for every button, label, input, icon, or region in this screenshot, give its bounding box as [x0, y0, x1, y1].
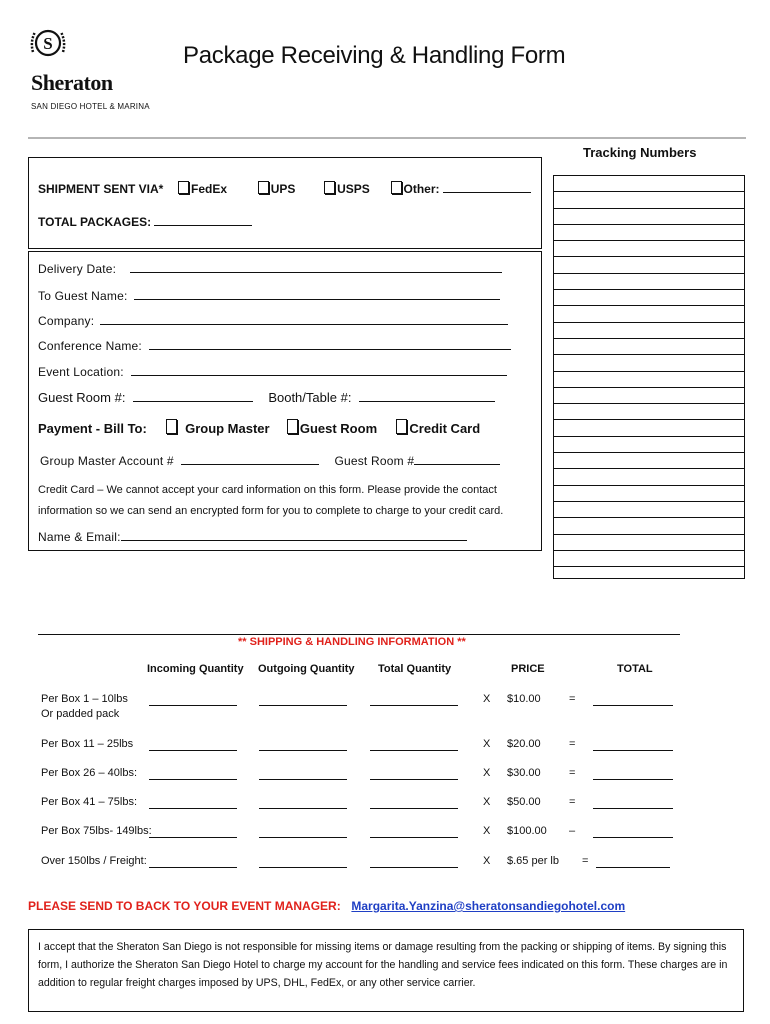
sheraton-seal-icon — [28, 24, 68, 62]
tracking-table[interactable] — [553, 175, 745, 579]
tracking-number-cell[interactable] — [554, 469, 744, 485]
guest-room-label: Guest Room #: — [38, 390, 126, 405]
tracking-number-cell[interactable] — [554, 404, 744, 420]
tracking-number-cell[interactable] — [554, 453, 744, 469]
send-row — [28, 899, 625, 913]
header-total-qty: Total Quantity — [378, 663, 452, 675]
shipping-divider — [38, 634, 680, 635]
header-total: TOTAL — [617, 663, 653, 675]
equals-sign: = — [569, 767, 576, 779]
tracking-number-cell[interactable] — [554, 502, 744, 518]
weight-label: Per Box 11 – 25lbs — [41, 738, 134, 750]
weight-label: Per Box 1 – 10lbs — [41, 693, 128, 705]
outgoing-qty-field[interactable] — [259, 825, 347, 838]
equals-sign: = — [582, 855, 589, 867]
group-master-account-field[interactable] — [181, 451, 319, 465]
event-location-field[interactable] — [131, 362, 507, 376]
room-booth-row — [38, 388, 495, 405]
multiply-sign: X — [483, 825, 491, 837]
incoming-qty-field[interactable] — [149, 825, 237, 838]
usps-label: USPS — [337, 182, 370, 196]
delivery-date-field[interactable] — [130, 259, 502, 273]
tracking-number-cell[interactable] — [554, 437, 744, 453]
logo-subtitle: SAN DIEGO HOTEL & MARINA — [31, 102, 150, 111]
total-qty-field[interactable] — [370, 796, 458, 809]
credit-card-label: Credit Card — [409, 421, 481, 436]
incoming-qty-field[interactable] — [149, 738, 237, 751]
multiply-sign: X — [483, 767, 491, 779]
booth-table-label: Booth/Table #: — [268, 390, 352, 405]
tracking-title: Tracking Numbers — [583, 145, 697, 160]
shipment-label: SHIPMENT SENT VIA* — [38, 182, 164, 196]
total-qty-field[interactable] — [370, 825, 458, 838]
usps-checkbox[interactable] — [324, 181, 335, 194]
unit-price: $100.00 — [507, 825, 547, 837]
incoming-qty-field[interactable] — [149, 767, 237, 780]
guest-name-row — [38, 286, 500, 303]
shipping-row — [41, 693, 741, 723]
group-master-account-row — [40, 451, 500, 468]
payment-row — [38, 419, 480, 436]
weight-label: Per Box 75lbs- 149lbs: — [41, 825, 152, 837]
guest-room-field[interactable] — [133, 388, 253, 402]
unit-price: $50.00 — [507, 796, 541, 808]
multiply-sign: X — [483, 796, 491, 808]
unit-price: $30.00 — [507, 767, 541, 779]
conference-field[interactable] — [149, 336, 511, 350]
weight-label: Per Box 26 – 40lbs: — [41, 767, 138, 779]
tracking-number-cell[interactable] — [554, 355, 744, 371]
cc-note-1: Credit Card – We cannot accept your card information on this form. Please provide the contact — [38, 484, 497, 496]
tracking-number-cell[interactable] — [554, 372, 744, 388]
equals-sign: – — [569, 825, 576, 837]
tracking-number-cell[interactable] — [554, 535, 744, 551]
logo-wordmark: Sheraton — [31, 70, 113, 95]
shipping-row — [41, 855, 741, 885]
conference-row — [38, 336, 511, 353]
header-incoming: Incoming Quantity — [147, 663, 244, 675]
unit-price: $20.00 — [507, 738, 541, 750]
row-total-field[interactable] — [593, 767, 673, 780]
total-qty-field[interactable] — [370, 738, 458, 751]
guest-room-checkbox[interactable] — [287, 419, 298, 434]
equals-sign: = — [569, 796, 576, 808]
header-divider — [28, 137, 746, 139]
tracking-number-cell[interactable] — [554, 241, 744, 257]
company-row — [38, 311, 508, 328]
company-field[interactable] — [100, 311, 508, 325]
guest-room-no-field[interactable] — [414, 451, 500, 465]
cc-note-2: information so we can send an encrypted form for you to complete to charge to your credit card. — [38, 505, 504, 517]
total-qty-field[interactable] — [370, 693, 458, 706]
delivery-date-label: Delivery Date: — [38, 262, 117, 276]
fedex-checkbox[interactable] — [178, 181, 189, 194]
tracking-number-cell[interactable] — [554, 290, 744, 306]
row-total-field[interactable] — [593, 693, 673, 706]
company-label: Company: — [38, 314, 95, 328]
outgoing-qty-field[interactable] — [259, 767, 347, 780]
total-packages-label: TOTAL PACKAGES: — [38, 215, 152, 229]
event-location-row — [38, 362, 507, 379]
outgoing-qty-field[interactable] — [259, 796, 347, 809]
weight-label: Over 150lbs / Freight: — [41, 855, 147, 867]
other-label: Other: — [403, 182, 440, 196]
header-outgoing: Outgoing Quantity — [258, 663, 355, 675]
tracking-number-cell[interactable] — [554, 225, 744, 241]
booth-table-field[interactable] — [359, 388, 495, 402]
shipping-row — [41, 767, 741, 797]
page-title: Package Receiving & Handling Form — [183, 42, 566, 69]
ups-label: UPS — [270, 182, 296, 196]
credit-card-checkbox[interactable] — [396, 419, 407, 434]
total-packages-row — [38, 212, 252, 229]
tracking-number-cell[interactable] — [554, 551, 744, 567]
tracking-number-cell[interactable] — [554, 420, 744, 436]
group-master-checkbox[interactable] — [166, 419, 177, 434]
incoming-qty-field[interactable] — [149, 796, 237, 809]
tracking-number-cell[interactable] — [554, 567, 744, 583]
shipping-title: ** SHIPPING & HANDLING INFORMATION ** — [238, 636, 466, 648]
shipment-row — [38, 179, 531, 196]
row-total-field[interactable] — [596, 855, 670, 868]
row-total-field[interactable] — [593, 796, 673, 809]
group-master-label: Group Master — [185, 421, 270, 436]
equals-sign: = — [569, 693, 576, 705]
tracking-number-cell[interactable] — [554, 518, 744, 534]
total-qty-field[interactable] — [370, 855, 458, 868]
unit-price: $.65 per lb — [507, 855, 559, 867]
event-manager-email-link[interactable]: Margarita.Yanzina@sheratonsandiegohotel.com — [351, 899, 626, 913]
name-email-field[interactable] — [121, 527, 467, 541]
tracking-number-cell[interactable] — [554, 192, 744, 208]
shipping-headers — [0, 663, 770, 679]
tracking-number-cell[interactable] — [554, 339, 744, 355]
name-email-row — [38, 527, 467, 544]
shipping-row — [41, 796, 741, 826]
disclaimer-box — [28, 929, 744, 1012]
guest-room-no-label: Guest Room # — [334, 454, 415, 468]
weight-label-secondary: Or padded pack — [41, 708, 120, 720]
unit-price: $10.00 — [507, 693, 541, 705]
row-total-field[interactable] — [593, 738, 673, 751]
multiply-sign: X — [483, 693, 491, 705]
delivery-date-row — [38, 259, 502, 276]
other-checkbox[interactable] — [391, 181, 402, 194]
sheraton-logo — [28, 24, 158, 116]
conference-label: Conference Name: — [38, 339, 142, 353]
multiply-sign: X — [483, 855, 491, 867]
tracking-number-cell[interactable] — [554, 176, 744, 192]
weight-label: Per Box 41 – 75lbs: — [41, 796, 138, 808]
incoming-qty-field[interactable] — [149, 855, 237, 868]
outgoing-qty-field[interactable] — [259, 855, 347, 868]
ups-checkbox[interactable] — [258, 181, 269, 194]
guest-name-label: To Guest Name: — [38, 289, 128, 303]
tracking-number-cell[interactable] — [554, 323, 744, 339]
guest-room-option-label: Guest Room — [299, 421, 378, 436]
group-master-account-label: Group Master Account # — [40, 454, 174, 468]
outgoing-qty-field[interactable] — [259, 738, 347, 751]
event-location-label: Event Location: — [38, 365, 124, 379]
svg-text:S: S — [43, 34, 53, 53]
shipping-row — [41, 738, 741, 768]
tracking-number-cell[interactable] — [554, 209, 744, 225]
tracking-number-cell[interactable] — [554, 306, 744, 322]
equals-sign: = — [569, 738, 576, 750]
row-total-field[interactable] — [593, 825, 673, 838]
shipment-box — [28, 157, 542, 249]
tracking-number-cell[interactable] — [554, 486, 744, 502]
tracking-number-cell[interactable] — [554, 257, 744, 273]
payment-label: Payment - Bill To: — [38, 421, 147, 436]
other-field[interactable] — [443, 179, 531, 193]
total-qty-field[interactable] — [370, 767, 458, 780]
tracking-number-cell[interactable] — [554, 274, 744, 290]
outgoing-qty-field[interactable] — [259, 693, 347, 706]
multiply-sign: X — [483, 738, 491, 750]
total-packages-field[interactable] — [154, 212, 252, 226]
incoming-qty-field[interactable] — [149, 693, 237, 706]
tracking-number-cell[interactable] — [554, 388, 744, 404]
fedex-label: FedEx — [191, 182, 228, 196]
header-price: PRICE — [511, 663, 545, 675]
send-label: PLEASE SEND TO BACK TO YOUR EVENT MANAGER: — [28, 899, 341, 913]
name-email-label: Name & Email: — [38, 530, 121, 544]
guest-name-field[interactable] — [134, 286, 500, 300]
shipping-row — [41, 825, 741, 855]
disclaimer-text: I accept that the Sheraton San Diego is not responsible for missing items or damage resulting from the packing or shipping of items. By signing this form, I authorize the Sheraton San Diego Hotel to charge my account for the handling and service fees indicated on this form. These charges are in addition to regular freight charges imposed by UPS, DHL, FedEx, or any other service carrier. — [38, 941, 728, 989]
